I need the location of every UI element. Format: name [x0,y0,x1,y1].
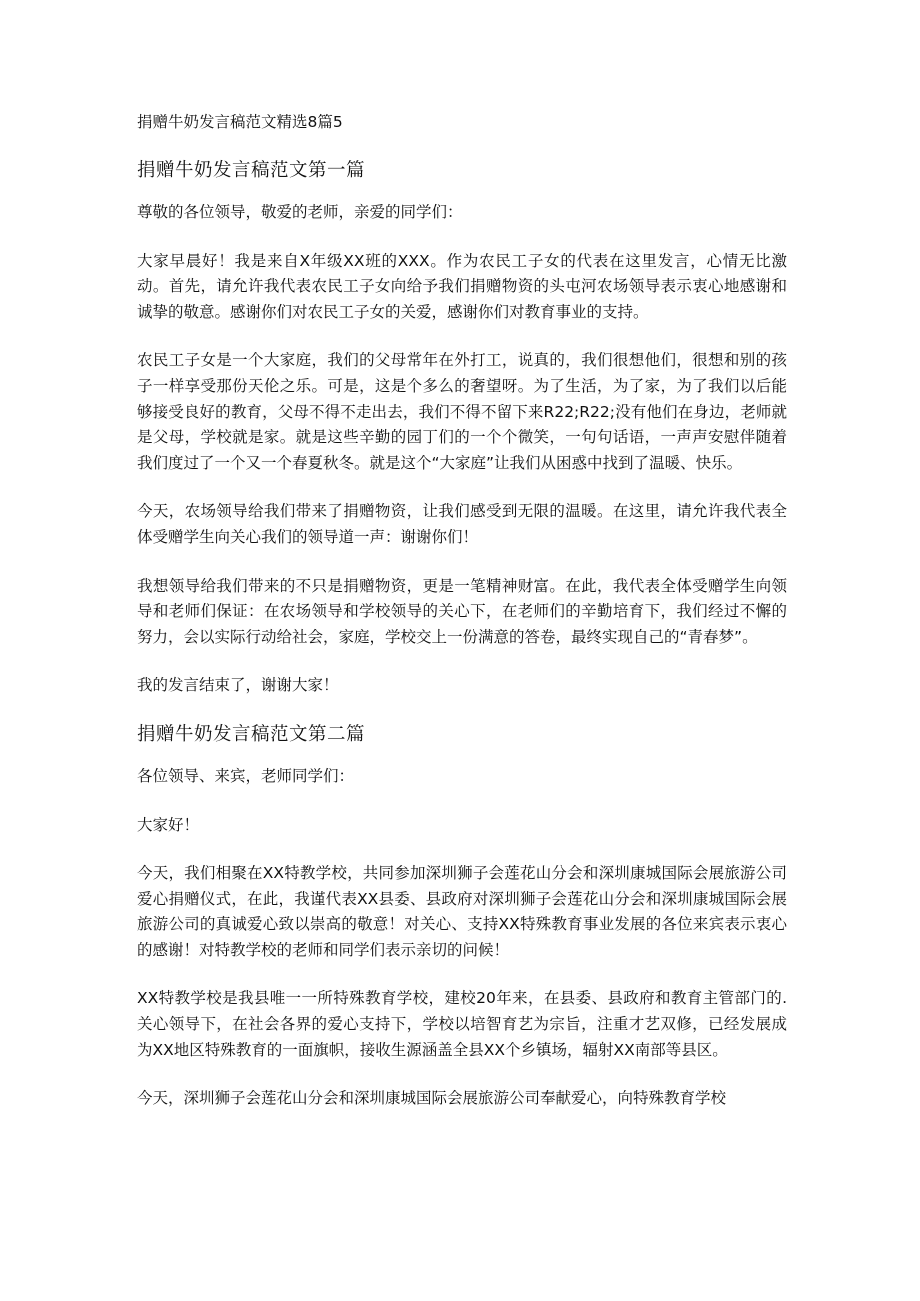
section-2 [137,722,787,1112]
section-1 [137,158,787,699]
section-2-paragraph: XX特教学校是我县唯一一所特殊教育学校，建校20年来，在县委、县政府和教育主管部门的.关心领导下，在社会各界的爱心支持下，学校以培智育艺为宗旨，注重才艺双修，已经发展成为XX地区特殊教育的一面旗帜，接收生源涵盖全县XX个乡镇场，辐射XX南部等县区。 [137,989,787,1059]
section-1-paragraph: 今天，农场领导给我们带来了捐赠物资，让我们感受到无限的温暖。在这里，请允许我代表全体受赠学生向关心我们的领导道一声：谢谢你们！ [137,502,787,546]
section-1-heading: 捐赠牛奶发言稿范文第一篇 [137,160,366,181]
section-1-paragraph: 大家早晨好！我是来自X年级XX班的XXX。作为农民工子女的代表在这里发言，心情无比激动。首先，请允许我代表农民工子女向给予我们捐赠物资的头屯河农场领导表示衷心地感谢和诚挚的敬意。感谢你们对农民工子女的关爱，感谢你们对教育事业的支持。 [137,251,787,321]
section-2-paragraph: 今天，我们相聚在XX特教学校，共同参加深圳狮子会莲花山分会和深圳康城国际会展旅游公司爱心捐赠仪式，在此，我谨代表XX县委、县政府对深圳狮子会莲花山分会和深圳康城国际会展旅游公司的真诚爱心致以崇高的敬意！对关心、支持XX特殊教育事业发展的各位来宾表示衷心的感谢！对特教学校的老师和同学们表示亲切的问候！ [137,864,787,959]
section-2-paragraph: 今天，深圳狮子会莲花山分会和深圳康城国际会展旅游公司奉献爱心，向特殊教育学校 [137,1089,727,1108]
section-1-paragraph: 我想领导给我们带来的不只是捐赠物资，更是一笔精神财富。在此，我代表全体受赠学生向领导和老师们保证：在农场领导和学校领导的关心下，在老师们的辛勤培育下，我们经过不懈的努力，会以实际行动给社会，家庭，学校交上一份满意的答卷，最终实现自己的“青春梦”。 [137,576,787,646]
section-2-salutation: 各位领导、来宾，老师同学们： [137,766,355,785]
document-page [137,110,787,1135]
section-1-closing: 我的发言结束了，谢谢大家！ [137,676,339,695]
section-1-paragraph: 农民工子女是一个大家庭，我们的父母常年在外打工，说真的，我们很想他们，很想和别的孩子一样享受那份天伦之乐。可是，这是个多么的奢望呀。为了生活，为了家，为了我们以后能够接受良好的教育，父母不得不走出去，我们不得不留下来R22;R22;没有他们在身边，老师就是父母，学校就是家。就是这些辛勤的园丁们的一个个微笑，一句句话语，一声声安慰伴随着我们度过了一个又一个春夏秋冬。就是这个“大家庭”让我们从困惑中找到了温暖、快乐。 [137,351,787,472]
section-2-heading: 捐赠牛奶发言稿范文第二篇 [137,723,366,745]
section-2-greeting: 大家好！ [137,815,200,834]
section-1-salutation: 尊敬的各位领导，敬爱的老师，亲爱的同学们： [137,203,463,221]
document-title: 捐赠牛奶发言稿范文精选8篇5 [137,113,343,131]
